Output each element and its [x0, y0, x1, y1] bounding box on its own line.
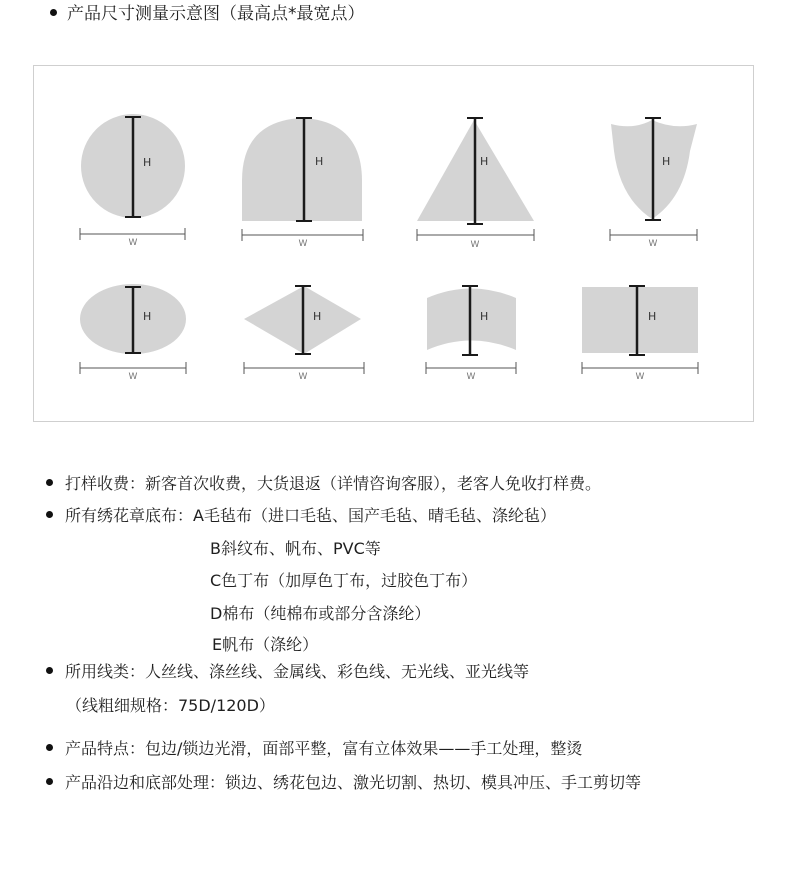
- h-label: H: [480, 155, 489, 168]
- base-fabric-line: [46, 506, 556, 526]
- bullet-icon: [46, 479, 53, 486]
- title-text: 产品尺寸测量示意图（最高点*最宽点）: [67, 4, 365, 24]
- bullet-icon: [46, 744, 53, 751]
- fabric-e-line: E帆布（涤纶）: [212, 635, 319, 654]
- edge-processing-text: 产品沿边和底部处理：锁边、绣花包边、激光切割、热切、模具冲压、手工剪切等: [65, 773, 642, 792]
- w-label: W: [298, 239, 308, 249]
- thread-spec-line: （线粗细规格：75D/120D）: [66, 696, 275, 715]
- sample-fee-text: 打样收费：新客首次收费，大货退返（详情咨询客服），老客人免收打样费。: [65, 474, 602, 493]
- w-label: W: [470, 240, 480, 250]
- w-label: W: [128, 238, 138, 248]
- fabric-c-line: C色丁布（加厚色丁布，过胶色丁布）: [210, 571, 478, 590]
- w-label: W: [466, 372, 476, 382]
- threads-line: [46, 662, 529, 682]
- h-label: H: [143, 156, 152, 169]
- h-label: H: [315, 155, 324, 168]
- h-label: H: [662, 155, 671, 168]
- w-label: W: [298, 372, 308, 382]
- fabric-b-line: B斜纹布、帆布、PVC等: [210, 539, 381, 558]
- w-label: W: [128, 372, 138, 382]
- h-label: H: [648, 310, 657, 323]
- bullet-icon: [46, 511, 53, 518]
- base-fabric-text: 所有绣花章底布：A毛毡布（进口毛毡、国产毛毡、晴毛毡、涤纶毡）: [65, 506, 556, 525]
- bullet-icon: [46, 667, 53, 674]
- bullet-icon: [46, 778, 53, 785]
- w-label: W: [648, 239, 658, 249]
- features-line: [46, 739, 582, 759]
- fabric-d-line: D棉布（纯棉布或部分含涤纶）: [210, 604, 431, 623]
- edge-processing-line: [46, 773, 641, 793]
- features-text: 产品特点：包边/锁边光滑，面部平整，富有立体效果——手工处理，整烫: [65, 739, 583, 758]
- w-label: W: [635, 372, 645, 382]
- sample-fee-line: [46, 474, 601, 494]
- h-label: H: [480, 310, 489, 323]
- h-label: H: [143, 310, 152, 323]
- threads-text: 所用线类：人丝线、涤丝线、金属线、彩色线、无光线、亚光线等: [65, 662, 530, 681]
- h-label: H: [313, 310, 322, 323]
